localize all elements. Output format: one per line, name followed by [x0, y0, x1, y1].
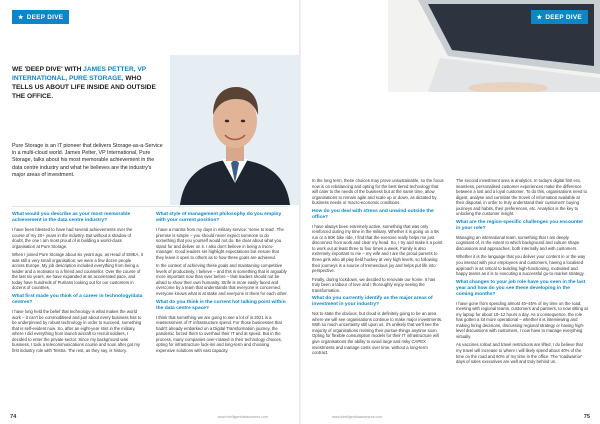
question: What are the region-specific challenges you encounter in your role? [456, 219, 584, 231]
answer-paragraph: Whether it is the language that you deliver your content in or the way you interact with your employees and customers, having a localised approach is as critical to building high-functioning, motivated and happy teams as it is to executing a successful go-to-market strategy. [456, 254, 586, 277]
answer-paragraph: When I joined Pure Storage about six years ago, as Head of EMEA, it was still a very small organisation; we were a few dozen people across Europe. My job description included everything from being a leader and a motivator to a friend and counsellor. Over the course of the last six years, we have expanded at an accelerated pace, and today have hundreds of Puritans looking out for our customers in dozens of countries. [12, 252, 143, 291]
question: What do you think is the current hot talking point within the data centre space? [156, 299, 286, 311]
answer-paragraph: As vaccines rollout and travel restrictions are lifted, I do believe that my travel will increase to where I will likely spend about 40% of the time on the road and 60% of my time in the office. The 'roadwarrior' days of sales executives are well and truly behind us. [456, 342, 583, 365]
section-tag-label: DEEP DIVE [545, 13, 582, 21]
intro-paragraph: Pure Storage is an IT pioneer that delivers Storage-as-a-Service in a multi-cloud world. James Petter, VP International, Pure Storage, talks about his most memorable achievement in the data centre industry and what he believes are the industry's major areas of investment. [12, 143, 163, 178]
section-tag-label: DEEP DIVE [26, 13, 64, 21]
answer-paragraph: Finally, during lockdown, we decided to renovate our home. It has truly been a labour of love and I thoroughly enjoy seeing the transformation. [312, 276, 436, 293]
right-column-1 [312, 178, 444, 359]
portrait-illustration [170, 55, 300, 205]
answer-paragraph: Managing an international team, something that I am deeply cognisant of, is the extent to which background and culture shape discussions and approaches, both internally and with customers. [456, 234, 580, 251]
section-tag [12, 10, 69, 24]
left-column-2 [156, 210, 288, 356]
star-icon: ★ [18, 14, 24, 21]
answer-paragraph: I have long held the belief that technology is what makes the world work – it can't be commoditised and just about every business has to be underpinned by robust technology in order to succeed, something that is self-evident now. So, after an eight-year stint in the military, where I did everything from launch aircraft to recruit soldiers, I decided to enter the private sector. Since my background was business, I took a telecommunications course and soon after got my first industry role with Telstra. The rest, as they say, is history. [12, 309, 142, 353]
answer-paragraph: In the context of achieving these goals and maintaining competitive levels of productivity, I believe – and this is something that is arguably more important now than ever before – that leaders should not be afraid to show their own humanity. Strife is more easily faced and overcome by a team that understands that everyone is concerned; everyone knows what is at stake and everyone is there for each other. [156, 263, 288, 297]
answer-paragraph: I have a mantra from my days in military service: 'serve to lead'. The premise is simple – you should never expect someone to do something that you yourself would not do. Be clear about what you stand for and deliver on it. I also don't believe in being a micro-manager. Good leaders set highlight expectations but ensure that they leave it open to others as to how these goals are achieved. [156, 227, 284, 260]
question: What would you describe as your most memorable achievement in the data centre industry? [12, 212, 131, 223]
answer-paragraph: I have been blessed to have had several achievements over the course of my 20+ years in the industry. But without a shadow of doubt, the one I am most proud of is building a world-class organisation at Pure Storage. [12, 227, 133, 249]
question: What do you currently identify as the major areas of investment in your industry? [312, 296, 433, 308]
question: What first made you think of a career in technology/data centres? [12, 294, 143, 306]
question: How do you deal with stress and unwind outside the office? [312, 208, 434, 220]
answer-paragraph: I have gone from spending almost 40–45% of my time on the road, meeting with regional teams, customers and partners, to now sitting at my laptop for about 10–12 hours a day. As a consequence, the role has gotten a lot more operational – whether it is interviewing and making hiring decisions, discussing regional strategy or having high-level discussions with customers, I now have to manage everything virtually. [456, 300, 588, 339]
answer-paragraph: I think that something we are going to see a lot of in 2021 is a reassessment of IT infrastructure spend. For those businesses that hadn't already embarked on a Digital Transformation journey, the pandemic forced them to overhaul their IT and at speed. But in the process, many companies over-rotated in their technology choices, opting for infrastructure lock-ins and long-term and choosing expensive solutions with vast capacity. [156, 314, 282, 353]
question: What changes to your job role have you seen in the last year and how do you see these developing in the coming months? [456, 279, 586, 297]
portrait-photo [170, 55, 300, 205]
headline-prefix: WE 'DEEP DIVE' WITH [12, 66, 84, 73]
star-icon: ★ [536, 14, 543, 21]
headline-suffix: WHO TELLS US ABOUT LIFE INSIDE AND OUTSIDE THE OFFICE. [12, 75, 156, 100]
left-column-1 [12, 210, 144, 356]
footer-url: www.intelligentdatacentres.com [332, 415, 383, 419]
page-number: 75 [583, 414, 590, 420]
answer-paragraph: I have always been extremely active, something that was only reinforced during my time in the military. Whether it is going on a 5K run or a 50K bike ride, I find that the exercise really helps me just disconnect from work and clear my head. So, I try and make it a point to work out at least three to four times a week. Family is also extremely important to me – my wife and I are the proud parents to three girls who all play field hockey at very high levels, so following their journeys is a source of tremendous joy and helps put life into perspective. [312, 223, 443, 274]
page-number: 74 [10, 414, 17, 420]
headline-accent: JAMES PETTER, VP INTERNATIONAL, PURE STORAGE, [12, 66, 147, 82]
column-rule [12, 206, 288, 207]
question: What style of management philosophy do you employ with your current position? [156, 212, 282, 223]
answer-paragraph: The second investment area is analytics. In today's digital first era, seamless, personalised customer experiences make the difference between a lost and a loyal customer. To do this, organisations need to digest, analyse and correlate the troves of information available at their disposal, in order to truly understand their customers' buying journeys and habits, their preferences, etc. Analytics is the key to unlocking the customer insight. [456, 178, 588, 217]
right-footer [300, 410, 600, 424]
left-footer [0, 410, 300, 424]
answer-paragraph: In the long term, these choices may prove unsustainable, so the focus now is on rebalancing and opting for the best tiered technology that will cater to the needs of the business but at the same time, allow organisations to remain agile and scale up or down, as dictated by business needs or macro-economic conditions. [312, 178, 444, 206]
footer-url: www.intelligentdatacentres.com [217, 415, 268, 419]
right-page [300, 0, 600, 424]
right-column-2 [456, 178, 588, 368]
headline [12, 65, 162, 101]
section-tag [531, 10, 588, 24]
answer-paragraph: Not to state the obvious, but cloud is definitely going to be an area where we will see organisations continue to make major investments. With so much uncertainty still upon us, it's unlikely that we'll see the majority of organisations revising their pursue-things anytime soon. Opting for flexible consumption models for their IT infrastructure will give organisations the ability to avoid large and risky CAPEX investments and manage costs over time, without a long-term contract. [312, 311, 443, 356]
